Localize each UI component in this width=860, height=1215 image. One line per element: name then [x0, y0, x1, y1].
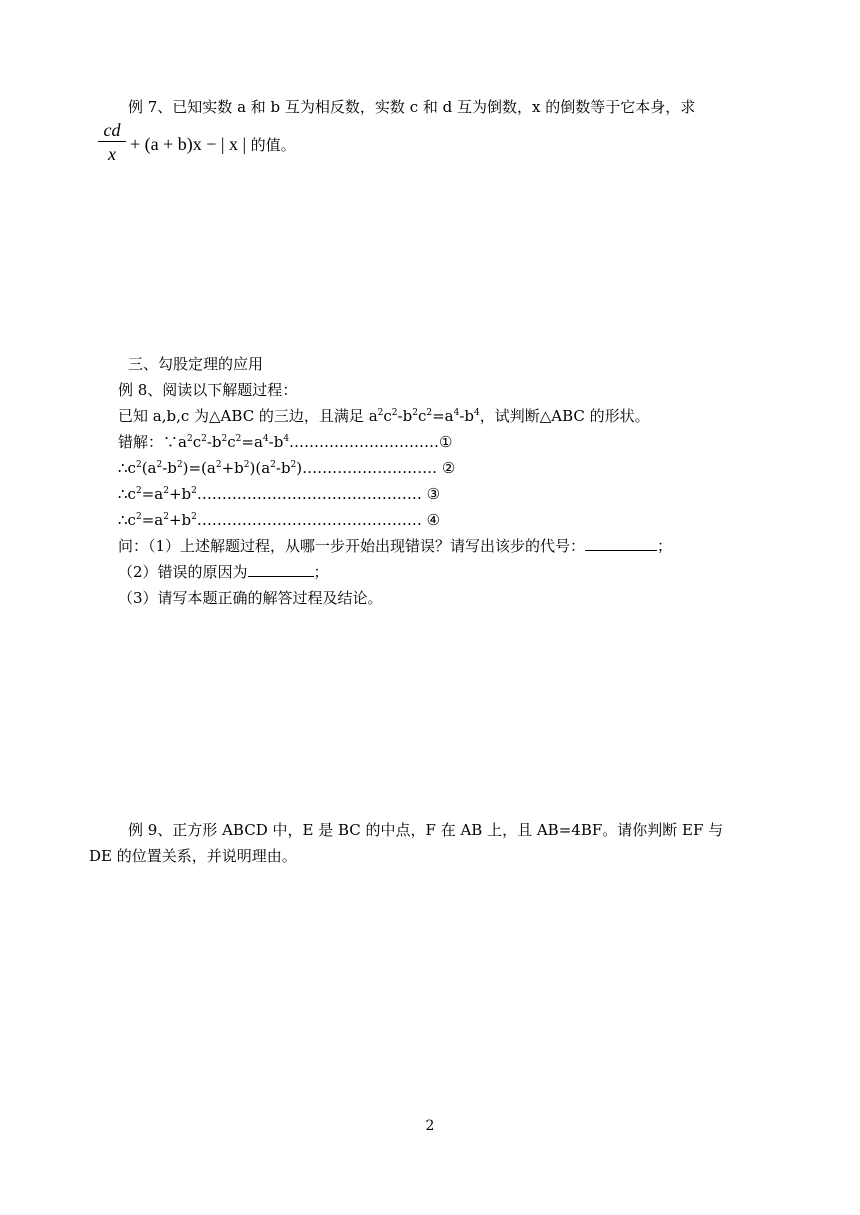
- fraction-numerator: cd: [103, 120, 121, 140]
- step-marker-3: ③: [426, 485, 441, 503]
- wrong-solution-step2: $\therefore c^2(a^2-b^2)=(a^2+b^2)(a^2-b^2)\dots\dots\dots\dots\dots\dots\dots\dots\dots$ ②: [118, 459, 456, 477]
- ex9-line1: 例 9、正方形 ABCD 中，E 是 BC 的中点，F 在 AB 上，且 AB=4BF。请你判断 EF 与: [128, 821, 724, 839]
- step-marker-4: ④: [426, 511, 441, 529]
- section-title: 三、勾股定理的应用: [128, 355, 264, 373]
- wrong-solution-step1: 错解：$\because a^2c^2-b^2c^2=a^4-b^4\dots\dots\dots\dots\dots\dots\dots\dots\dots\dots ①$: [118, 433, 453, 451]
- expression-body: + (a + b)x − | x |: [130, 134, 247, 154]
- page-number: 2: [425, 1118, 435, 1134]
- wrong-solution-step4: $\therefore c^2=a^2+b^2\dots\dots\dots\dots\dots\dots\dots\dots\dots\dots\dots\dots\dots\dots\dots$ ④: [118, 511, 441, 529]
- ex8-title: 例 8、阅读以下解题过程：: [118, 381, 298, 399]
- step-marker-1: ①: [439, 433, 453, 451]
- ex7-fraction: [98, 120, 126, 164]
- given-pre: 已知 a,b,c 为△ABC 的三边，且满足 a: [118, 407, 378, 425]
- wrong-solution-step3: $\therefore c^2=a^2+b^2\dots\dots\dots\dots\dots\dots\dots\dots\dots\dots\dots\dots\dots\dots\dots$ ③: [118, 485, 441, 503]
- expression-tail: 的值。: [250, 136, 296, 154]
- question-1-text: 问：（1）上述解题过程，从哪一步开始出现错误？请写出该步的代号：: [118, 537, 586, 555]
- given-post: ，试判断△ABC 的形状。: [479, 407, 650, 425]
- ex7-line1: 例 7、已知实数 a 和 b 互为相反数，实数 c 和 d 互为倒数，x 的倒数等于它本身，求: [128, 98, 696, 116]
- ex7-expression: [130, 133, 296, 156]
- fraction-denominator: x: [108, 144, 116, 164]
- question-2: [118, 562, 329, 582]
- ex9-line2: DE 的位置关系，并说明理由。: [89, 847, 297, 865]
- wrong-label: 错解：: [118, 433, 164, 451]
- ex8-given: 已知 a,b,c 为△ABC 的三边，且满足 $a^2c^2-b^2c^2=a^4-b^4$，试判断△ABC 的形状。: [118, 407, 650, 425]
- question-3: （3）请写本题正确的解答过程及结论。: [118, 589, 383, 607]
- fraction-bar: [98, 141, 126, 142]
- question-1-end: ；: [657, 537, 673, 555]
- step-marker-2: ②: [441, 459, 456, 477]
- answer-blank-2[interactable]: [248, 562, 314, 577]
- answer-blank-1[interactable]: [585, 536, 657, 551]
- question-2-text: （2）错误的原因为: [118, 563, 248, 581]
- question-1: [118, 536, 672, 556]
- question-2-end: ；: [313, 563, 329, 581]
